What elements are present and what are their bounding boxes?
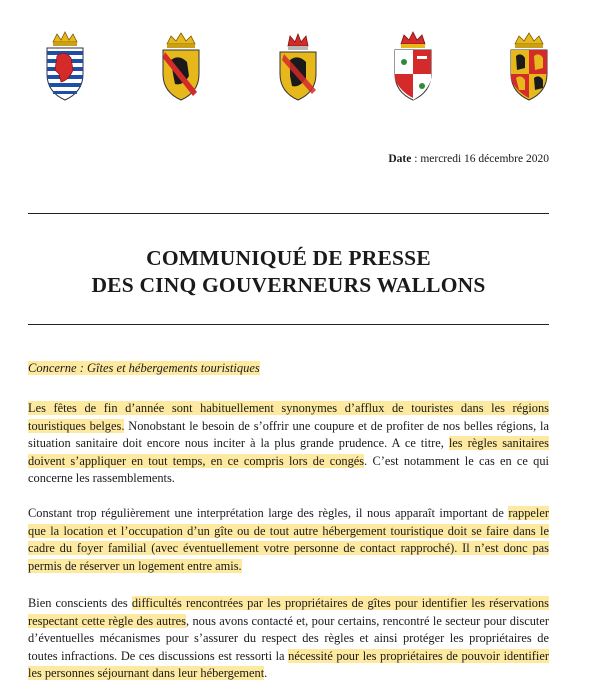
- p1-highlight-1: Les fêtes de fin d’année sont habituellement synonymes d’afflux de touristes dans les régions touristiques belges.: [28, 401, 549, 433]
- p3-text-1: Bien conscients des: [28, 596, 132, 610]
- page-title: [28, 245, 549, 299]
- paragraph-2: [28, 505, 549, 575]
- luxembourg-crest-icon: [43, 30, 87, 102]
- paragraph-1: [28, 400, 549, 488]
- bottom-divider: [28, 324, 549, 325]
- crests-row: [0, 30, 606, 105]
- p1-highlight-3: les règles sanitaires doivent s’appliquer en tout temps, en ce compris lors de congés: [28, 436, 549, 468]
- liege-crest-icon: [391, 30, 435, 102]
- p3-highlight-4: nécessité pour les propriétaires de pouvoir identifier les personnes séjournant dans leur hébergement: [28, 648, 549, 680]
- p3-text-5: .: [264, 666, 268, 680]
- date-label: Date: [388, 153, 412, 165]
- p2-highlight-2: rappeler que la location et l’occupation d’un gîte ou de tout autre hébergement touristique doit se faire dans le cadre du foyer familial (avec éventuellement votre personne de contact rapproché). Il n’est donc pas permis de réserver un logement entre amis.: [28, 506, 549, 573]
- p2-text-1: Constant trop régulièrement une interprétation large des règles, il nous apparaît important de: [28, 506, 509, 520]
- p1-text-2: Nonobstant le besoin de s’offrir une coupure et de profiter de nos belles régions, la situation sanitaire doit encore nous inciter à la plus grande prudence. A ce titre,: [28, 418, 549, 450]
- title-line-2: DES CINQ GOUVERNEURS WALLONS: [91, 273, 486, 297]
- p3-highlight-2: difficultés rencontrées par les propriétaires de gîtes pour identifier les réservations respectant cette règle des autres: [28, 596, 550, 628]
- p3-text-3: , nous avons contacté et, pour certains, rencontré le secteur pour discuter d’éventuelles mécanismes pour s’assurer du respect des règles et ainsi protéger les propriétaires de toutes infractions. De ces discussions est ressorti la: [28, 613, 549, 663]
- date-line: [388, 153, 549, 165]
- subject-text: Concerne : Gîtes et hébergements touristiques: [28, 361, 260, 375]
- paragraph-3: [28, 595, 549, 683]
- subject-line: [28, 361, 260, 376]
- title-line-1: COMMUNIQUÉ DE PRESSE: [146, 246, 431, 270]
- date-value: mercredi 16 décembre 2020: [420, 153, 549, 165]
- top-divider: [28, 213, 549, 214]
- hainaut-crest-icon: [507, 30, 551, 102]
- date-separator: :: [411, 153, 421, 165]
- p1-text-4: . C’est notamment le cas en ce qui concerne les rassemblements.: [28, 453, 549, 485]
- brabant-wallon-crest-icon: [159, 30, 203, 102]
- namur-crest-icon: [276, 30, 320, 102]
